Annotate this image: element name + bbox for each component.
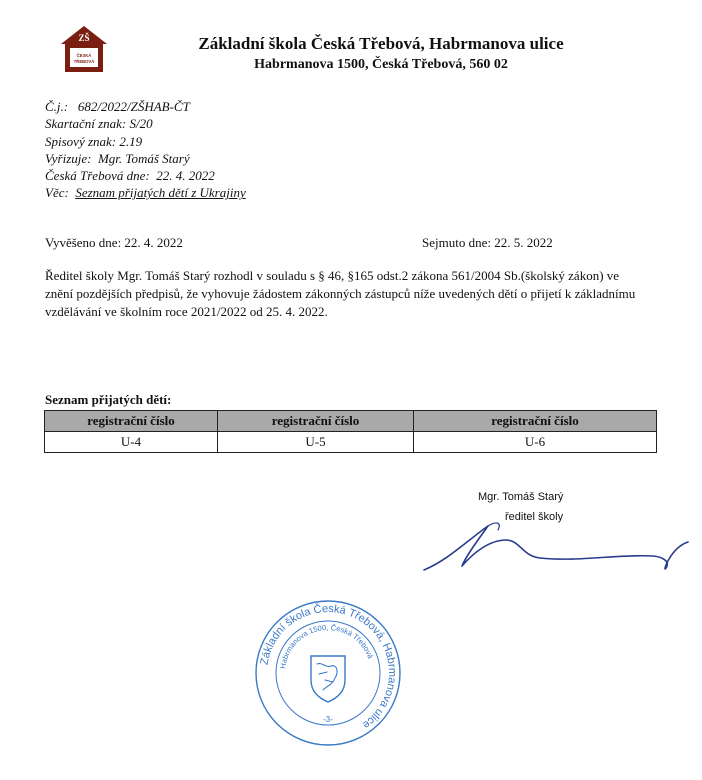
table-cell: U-4 (45, 432, 218, 453)
svg-text:ČESKÁ: ČESKÁ (76, 53, 92, 58)
handwritten-signature-icon (418, 518, 693, 578)
admitted-children-table (44, 410, 657, 453)
reference-number: Č.j.: 682/2022/ZŠHAB-ČT (45, 99, 190, 114)
column-header: registrační číslo (414, 411, 657, 432)
table-cell: U-5 (218, 432, 414, 453)
subject: Věc: Seznam přijatých dětí z Ukrajiny (45, 185, 246, 201)
table-cell: U-6 (414, 432, 657, 453)
column-header: registrační číslo (218, 411, 414, 432)
table-title: Seznam přijatých dětí: (45, 392, 172, 407)
table-header-row (45, 411, 657, 432)
removed-date: Sejmuto dne: 22. 5. 2022 (422, 235, 553, 250)
svg-text:-3-: -3- (323, 715, 333, 724)
school-title: Základní škola Česká Třebová, Habrmanova ulice (198, 34, 564, 53)
document-metadata (45, 98, 246, 202)
svg-text:TŘEBOVÁ: TŘEBOVÁ (73, 59, 95, 64)
column-header: registrační číslo (45, 411, 218, 432)
svg-text:Základní škola Česká Třebová,: Základní škola Česká Třebová, Habrmanova ulice (258, 602, 399, 731)
handled-by: Vyřizuje: Mgr. Tomáš Starý (45, 150, 190, 166)
signatory-name: Mgr. Tomáš Starý (478, 491, 564, 503)
issue-date: Česká Třebová dne: 22. 4. 2022 (45, 168, 215, 184)
svg-text:ZŠ: ZŠ (78, 33, 90, 43)
svg-text:Habrmanova 1500, Česká Třebová: Habrmanova 1500, Česká Třebová (278, 622, 376, 670)
signatory-role: ředitel školy (505, 511, 564, 523)
school-stamp-icon (253, 598, 403, 748)
posted-date: Vyvěšeno dne: 22. 4. 2022 (45, 235, 183, 250)
decision-paragraph: Ředitel školy Mgr. Tomáš Starý rozhodl v souladu s § 46, §165 odst.2 zákona 561/2004 Sb.(školský zákon) ve znění pozdějších předpisů, že vyhovuje žádostem zákonných zástupců níže uvedených dětí o přijetí k základnímu vzdělávání ve školním roce 2021/2022 od 25. 4. 2022. (45, 268, 636, 319)
table-row (45, 432, 657, 453)
school-address: Habrmanova 1500, Česká Třebová, 560 02 (254, 57, 508, 72)
shredding-mark: Skartační znak: S/20 (45, 116, 153, 132)
file-mark: Spisový znak: 2.19 (45, 133, 143, 149)
